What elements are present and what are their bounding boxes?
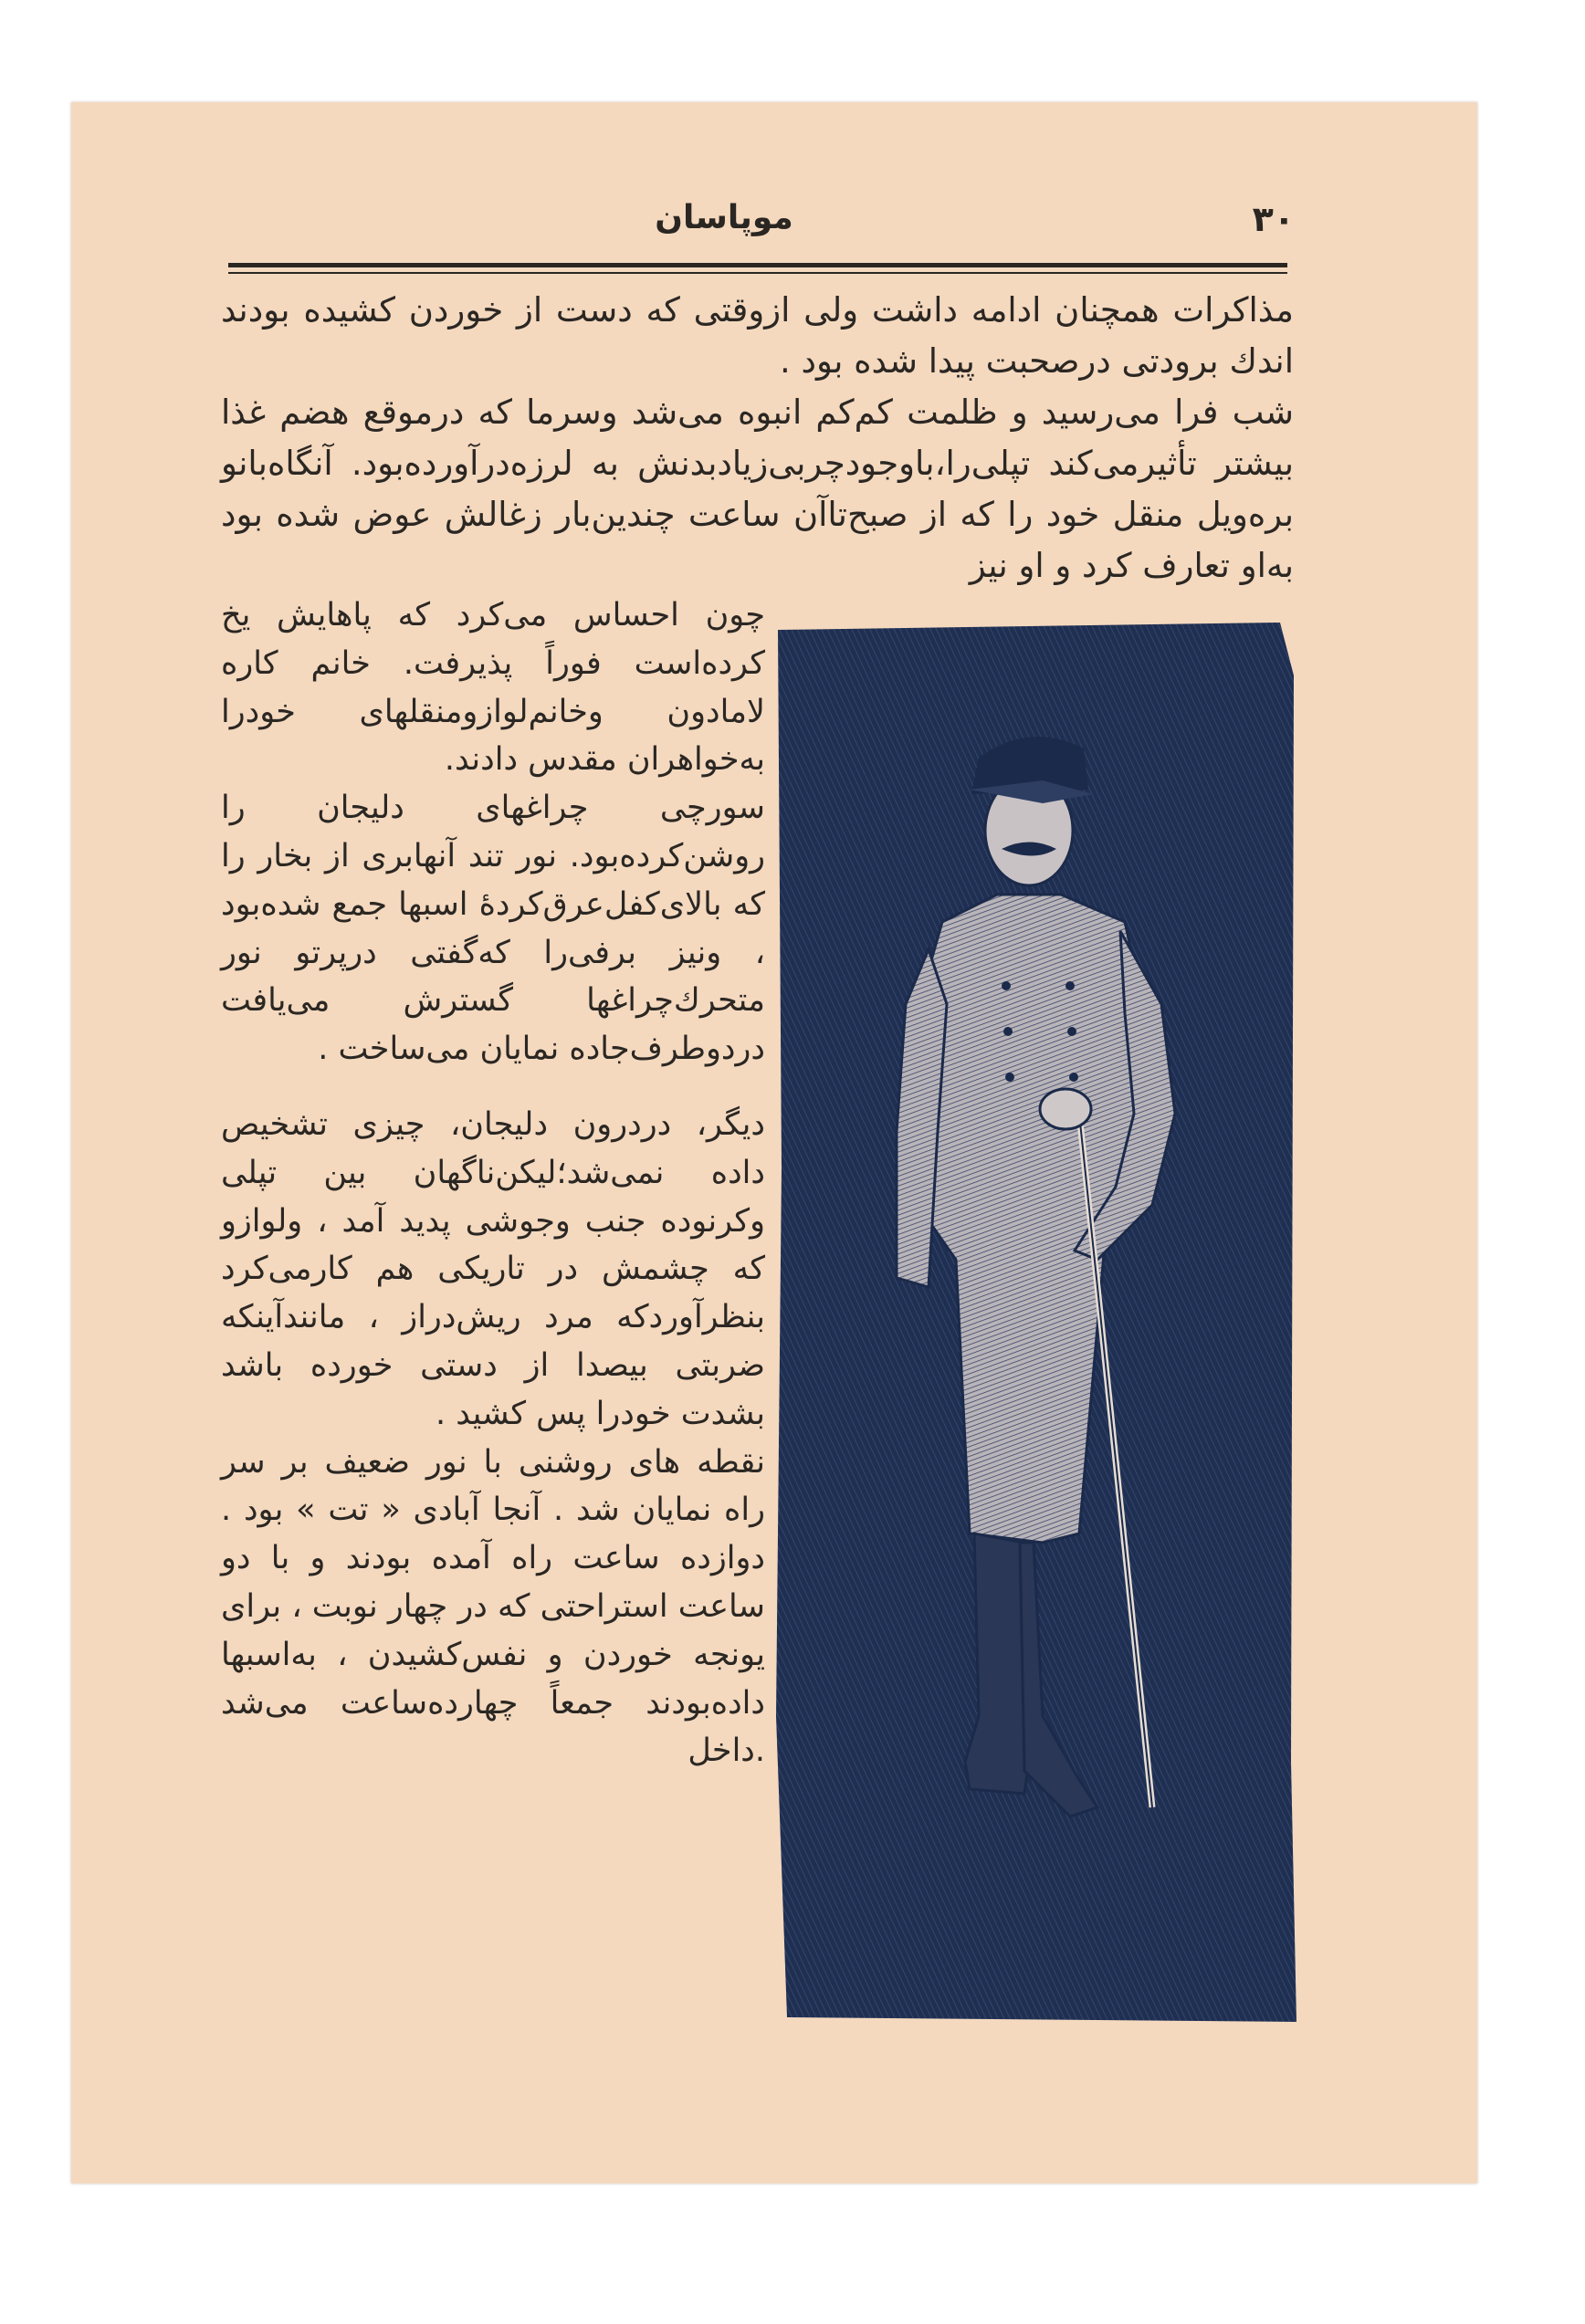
running-title: موپاسان [655,199,793,236]
paragraph-gap [221,1073,765,1101]
officer-engraving-icon [769,621,1298,2026]
header-rule-thin [228,272,1287,274]
header-rule [228,263,1287,267]
paragraph: سورچی چراغهای دلیجان را روشن‌کرده‌بود. نور تند آنهابری از بخار را که بالای‌کفل‌عرق‌کردهٔ اسبها جمع شده‌بود ، ونیز برفی‌را که‌گفتی درپرتو نور متحرك‌چراغها گسترش می‌یافت دردوطرف‌جاده نمایان می‌ساخت . [221,790,765,1068]
paragraph: مذاکرات همچنان ادامه داشت ولی ازوقتی که دست از خوردن کشیده بودند اندك برودتی درصحبت پیدا شده بود . [221,290,1294,381]
column-text [221,591,765,1775]
paragraph: دیگر، دردرون دلیجان، چیزی تشخیص داده نمی‌شد؛لیکن‌ناگهان بین تپلی وکرنوده جنب وجوشی پدید آمد ، ولوازو که چشمش در تاریکی هم کارمی‌کرد بنظرآوردکه مرد ریش‌دراز ، مانندآینکه ضربتی بیصدا از دستی خورده باشد بشدت خودرا پس کشید . [221,1105,765,1432]
page-number: ۳۰ [1252,199,1295,239]
full-width-text [221,285,1294,591]
paragraph: نقطه های روشنی با نور ضعیف بر سر راه نمایان شد . آنجا آبادی « تت » بود . دوازده ساعت راه آمده بودند و با دو ساعت استراحتی که در چهار نوبت ، برای یونجه خوردن و نفس‌کشیدن ، به‌اسبها داده‌بودند جمعاً چهارده‌ساعت می‌شد .داخل [221,1443,765,1770]
illustration-officer [769,621,1298,2026]
paragraph: چون احساس می‌کرد که پاهایش یخ کرده‌است فوراً پذیرفت. خانم کاره لامادون وخانم‌لوازومنقلهای خودرا به‌خواهران مقدس دادند. [221,597,765,779]
paragraph: شب فرا می‌رسید و ظلمت کم‌کم انبوه می‌شد وسرما که درموقع هضم غذا بیشتر تأثیرمی‌کند تپلی‌را،باوجودچربی‌زیادبدنش به لرزه‌درآورده‌بود. آنگاه‌بانو بره‌ویل منقل خود را که از صبح‌تاآن ساعت چندین‌بار زغالش عوض شده بود به‌او تعارف کرد و او نیز [221,393,1294,585]
page-header [153,199,1295,254]
